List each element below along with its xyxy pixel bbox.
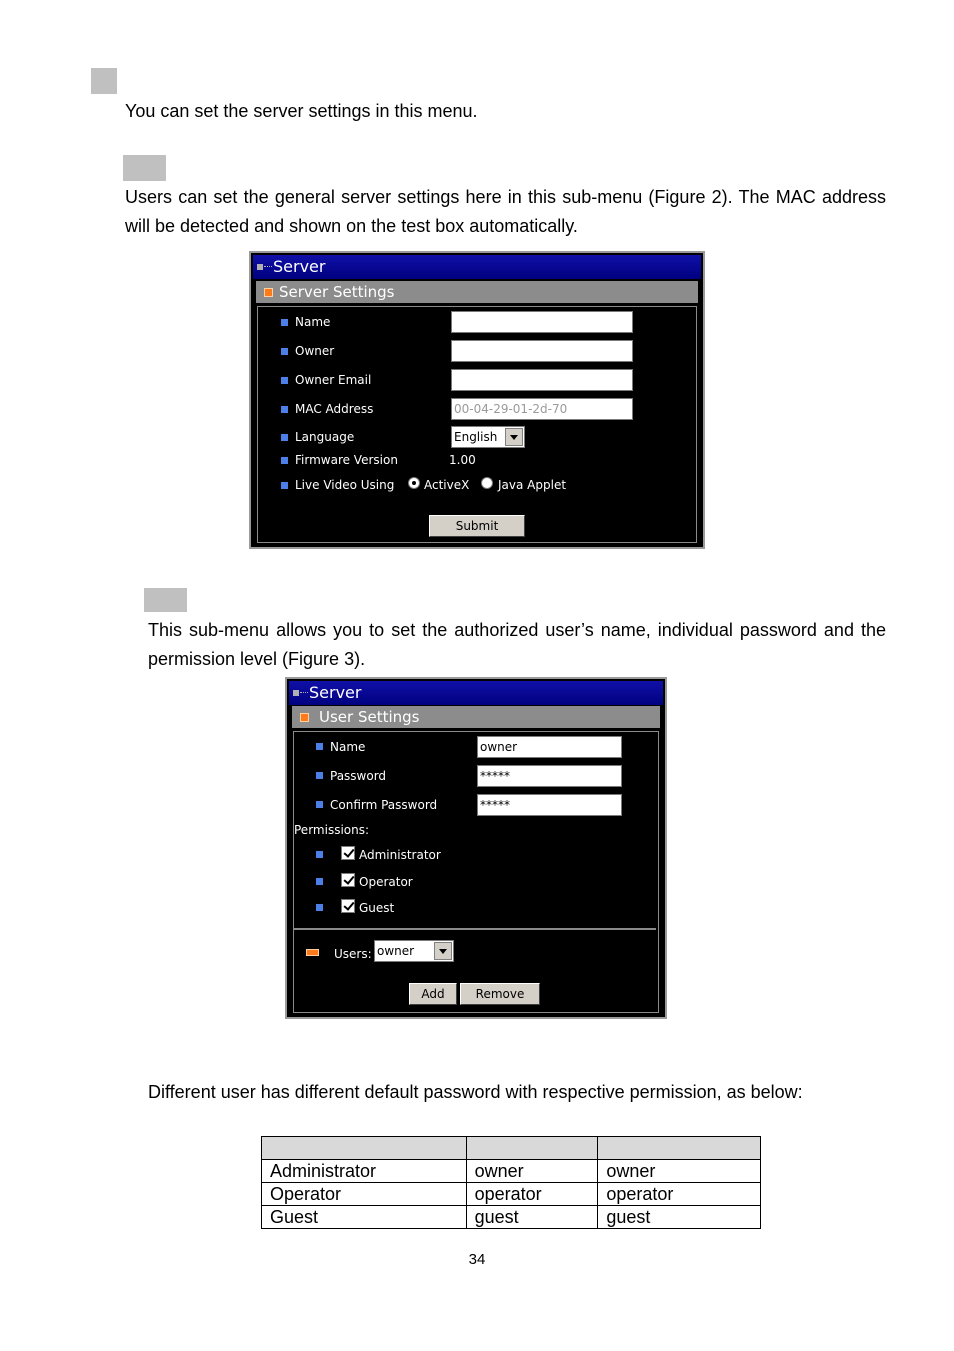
bullet-icon	[281, 434, 288, 441]
window-dots-icon	[264, 266, 272, 269]
table-cell: owner	[598, 1160, 761, 1183]
java-applet-radio[interactable]	[481, 477, 493, 489]
chevron-down-icon[interactable]	[505, 428, 523, 446]
bullet-icon	[316, 743, 323, 750]
administrator-checkbox[interactable]	[341, 846, 355, 860]
operator-checkbox[interactable]	[341, 873, 355, 887]
owner-email-input[interactable]	[451, 369, 633, 391]
bullet-icon	[281, 457, 288, 464]
heading-marker-user	[144, 588, 187, 612]
user-paragraph: This sub-menu allows you to set the authorized user’s name, individual password and the permission level (Figure 3).	[148, 620, 886, 669]
bullet-icon	[316, 851, 323, 858]
user-name-label: Name	[330, 740, 366, 754]
window-grip-icon	[293, 690, 299, 696]
remove-button[interactable]: Remove	[460, 983, 540, 1005]
submit-button[interactable]: Submit	[429, 515, 525, 537]
java-applet-label: Java Applet	[498, 478, 567, 492]
chevron-down-icon[interactable]	[434, 942, 452, 960]
owner-label: Owner	[295, 344, 335, 358]
heading-marker-main	[91, 68, 117, 94]
window-titlebar	[289, 681, 663, 705]
table-cell: owner	[466, 1160, 598, 1183]
table-cell: Guest	[262, 1206, 467, 1229]
bullet-icon	[281, 319, 288, 326]
name-input[interactable]	[451, 311, 633, 333]
table-header-cell	[598, 1137, 761, 1160]
activex-radio[interactable]	[408, 477, 420, 489]
window-grip-icon	[257, 264, 263, 270]
firmware-value: 1.00	[449, 453, 476, 467]
table-header-row	[262, 1137, 761, 1160]
password-input[interactable]: *****	[477, 765, 622, 787]
table-cell: guest	[466, 1206, 598, 1229]
table-row	[262, 1206, 761, 1229]
divider	[294, 928, 656, 930]
language-label: Language	[295, 430, 355, 444]
general-paragraph: Users can set the general server settings here in this sub-menu (Figure 2). The MAC address will be detected and shown on the test box automatically.	[125, 187, 886, 236]
guest-label: Guest	[359, 901, 395, 915]
add-button[interactable]: Add	[409, 983, 457, 1005]
firmware-label: Firmware Version	[295, 453, 398, 467]
owner-email-label: Owner Email	[295, 373, 372, 387]
intro-paragraph: You can set the server settings in this menu.	[125, 101, 478, 121]
bullet-icon	[281, 406, 288, 413]
table-row	[262, 1160, 761, 1183]
section-title: User Settings	[319, 708, 420, 726]
section-bullet-icon	[264, 288, 273, 297]
name-label: Name	[295, 315, 331, 329]
language-select[interactable]	[451, 426, 525, 448]
bullet-icon	[316, 801, 323, 808]
password-label: Password	[330, 769, 387, 783]
section-title: Server Settings	[279, 283, 395, 301]
defaults-paragraph: Different user has different default password with respective permission, as below:	[148, 1082, 803, 1102]
window-titlebar	[253, 255, 701, 279]
heading-marker-general	[123, 155, 166, 181]
server-settings-panel	[249, 251, 705, 549]
table-row	[262, 1183, 761, 1206]
owner-input[interactable]	[451, 340, 633, 362]
language-value: English	[454, 430, 498, 444]
table-cell: guest	[598, 1206, 761, 1229]
section-bar	[256, 281, 698, 303]
users-label: Users:	[334, 947, 372, 961]
administrator-label: Administrator	[359, 848, 441, 862]
live-video-label: Live Video Using	[295, 478, 395, 492]
users-select[interactable]	[374, 940, 454, 962]
table-cell: operator	[598, 1183, 761, 1206]
mac-address-input: 00-04-29-01-2d-70	[451, 398, 633, 420]
window-title: Server	[273, 257, 326, 276]
confirm-password-input[interactable]: *****	[477, 794, 622, 816]
window-title: Server	[309, 683, 362, 702]
activex-label: ActiveX	[424, 478, 470, 492]
table-cell: Operator	[262, 1183, 467, 1206]
bullet-icon	[316, 878, 323, 885]
table-header-cell	[262, 1137, 467, 1160]
default-password-table	[261, 1136, 761, 1229]
bullet-icon	[281, 482, 288, 489]
table-cell: Administrator	[262, 1160, 467, 1183]
window-dots-icon	[300, 692, 308, 695]
page-number: 34	[468, 1251, 486, 1268]
table-header-cell	[466, 1137, 598, 1160]
guest-checkbox[interactable]	[341, 899, 355, 913]
operator-label: Operator	[359, 875, 413, 889]
mac-address-label: MAC Address	[295, 402, 374, 416]
permissions-label: Permissions:	[294, 823, 370, 837]
bullet-icon	[316, 904, 323, 911]
users-bullet-icon	[306, 949, 319, 956]
user-settings-panel	[285, 677, 667, 1019]
section-bar	[292, 706, 660, 728]
table-cell: operator	[466, 1183, 598, 1206]
user-name-input[interactable]: owner	[477, 736, 622, 758]
bullet-icon	[281, 377, 288, 384]
section-bullet-icon	[300, 713, 309, 722]
bullet-icon	[281, 348, 288, 355]
confirm-password-label: Confirm Password	[330, 798, 438, 812]
users-value: owner	[377, 944, 415, 958]
bullet-icon	[316, 772, 323, 779]
